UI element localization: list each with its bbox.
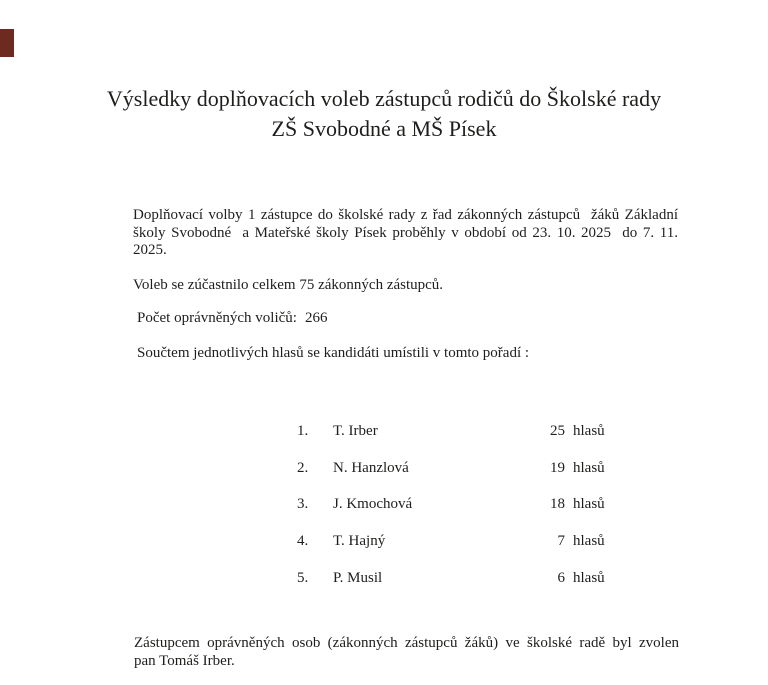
intro-line-2: školy Svobodné a Mateřské školy Písek proběhly v období od 23. 10. 2025 do 7. 11.: [133, 224, 678, 241]
result-votes: 19: [550, 459, 565, 476]
result-row: [297, 496, 768, 514]
result-name: T. Hajný: [333, 533, 386, 550]
result-unit: hlasů: [573, 496, 605, 513]
corner-mark: [0, 29, 14, 57]
result-row: [297, 460, 768, 478]
conclusion-paragraph: [134, 635, 679, 670]
intro-line-3: 2025.: [133, 242, 167, 259]
ranking-intro-paragraph: [137, 345, 697, 363]
document-title-line-2: ZŠ Svobodné a MŠ Písek: [271, 116, 497, 141]
result-name: T. Irber: [333, 423, 378, 439]
result-votes: 18: [550, 496, 565, 513]
result-row: [297, 533, 768, 551]
result-unit: hlasů: [573, 569, 605, 586]
eligible-voters-label: Počet oprávněných voličů:: [137, 310, 297, 326]
result-unit: hlasů: [573, 459, 605, 476]
eligible-voters-count: 266: [304, 310, 328, 326]
result-row: [297, 423, 768, 441]
document-title: [0, 84, 768, 144]
intro-paragraph: [133, 207, 678, 260]
result-name: N. Hanzlová: [333, 459, 409, 476]
document-title-line-1: Výsledky doplňovacích voleb zástupců rodičů do Školské rady: [106, 86, 662, 111]
result-votes: 7: [557, 533, 565, 550]
result-unit: hlasů: [573, 533, 605, 550]
result-name: J. Kmochová: [333, 496, 413, 513]
result-rank: 5.: [297, 569, 309, 586]
conclusion-line-2: pan Tomáš Irber.: [134, 652, 235, 669]
result-votes: 25: [550, 423, 565, 439]
conclusion-line-1: Zástupcem oprávněných osob (zákonných zástupců žáků) ve školské radě byl zvolen: [134, 635, 679, 651]
turnout-paragraph: [133, 277, 693, 295]
result-rank: 4.: [297, 533, 309, 550]
result-rank: 2.: [297, 459, 309, 476]
turnout-text: Voleb se zúčastnilo celkem 75 zákonných zástupců.: [133, 277, 444, 293]
ranking-intro-text: Součtem jednotlivých hlasů se kandidáti umístili v tomto pořadí :: [137, 345, 530, 361]
result-row: [297, 570, 768, 588]
results-list: [0, 423, 768, 606]
intro-line-1: Doplňovací volby 1 zástupce do školské rady z řad zákonných zástupců žáků Základní: [133, 207, 678, 223]
result-rank: 1.: [297, 423, 309, 439]
result-name: P. Musil: [333, 569, 383, 586]
result-rank: 3.: [297, 496, 309, 513]
result-unit: hlasů: [573, 423, 605, 439]
result-votes: 6: [557, 569, 565, 586]
eligible-voters-line: [137, 310, 697, 328]
